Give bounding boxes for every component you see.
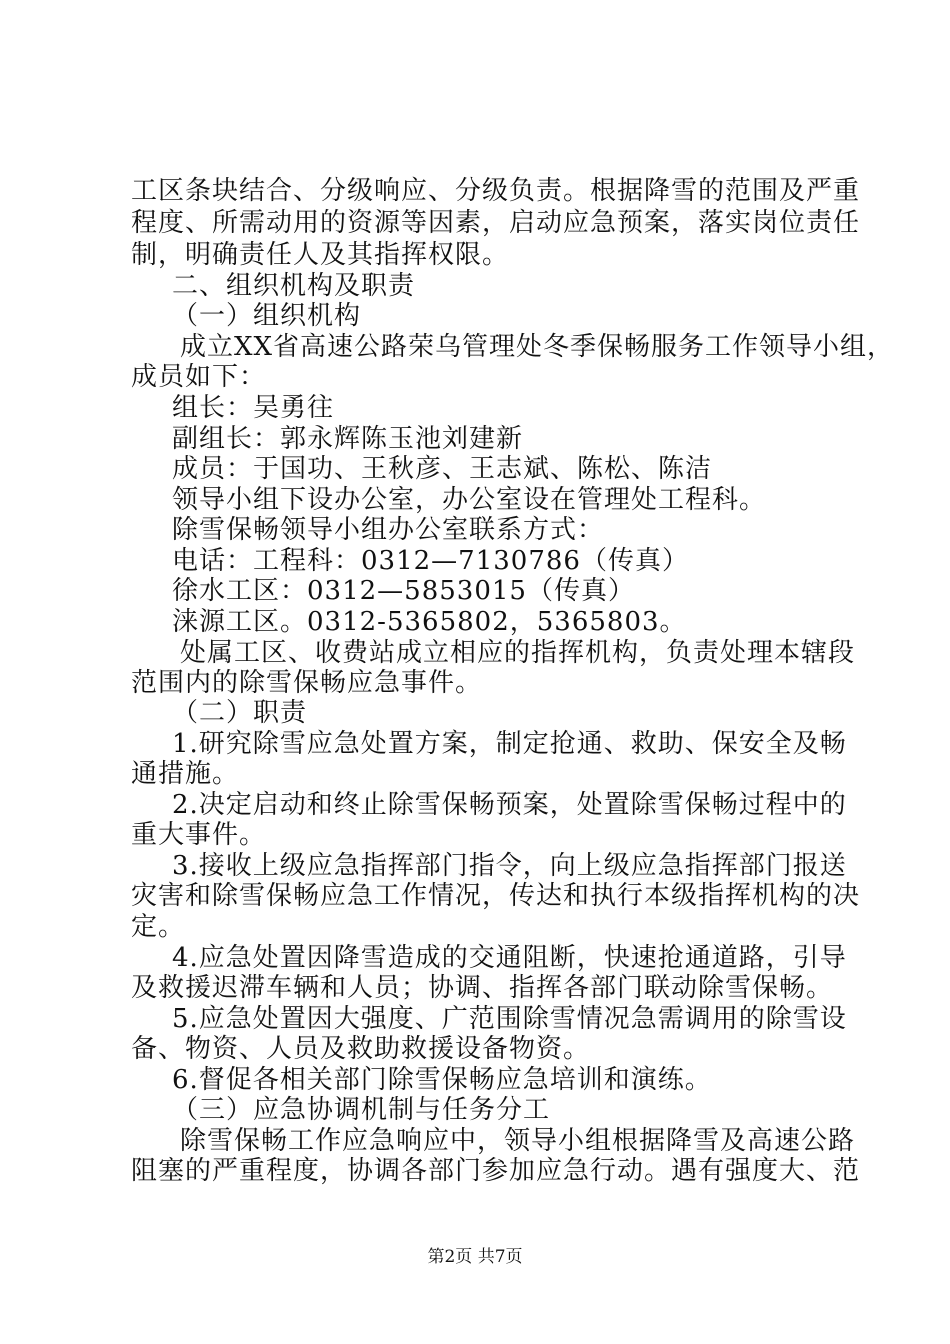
list-item-line: 定。 <box>131 912 186 942</box>
body-text-line: 工区条块结合、分级响应、分级负责。根据降雪的范围及严重 <box>131 176 861 206</box>
contact-phone-line: 电话：工程科：0312—7130786（传真） <box>172 546 689 576</box>
list-item-line: 6.督促各相关部门除雪保畅应急培训和演练。 <box>172 1065 712 1095</box>
body-text-line: 除雪保畅工作应急响应中，领导小组根据降雪及高速公路 <box>180 1126 856 1156</box>
list-item-line: 灾害和除雪保畅应急工作情况，传达和执行本级指挥机构的决 <box>131 881 861 911</box>
subsection-heading: （一）组织机构 <box>172 301 362 331</box>
list-item-line: 4.应急处置因降雪造成的交通阻断，快速抢通道路，引导 <box>172 943 847 973</box>
deputy-leader-line: 副组长：郭永辉陈玉池刘建新 <box>172 424 524 454</box>
list-item-line: 1.研究除雪应急处置方案，制定抢通、救助、保安全及畅 <box>172 729 847 759</box>
body-text-line: 领导小组下设办公室，办公室设在管理处工程科。 <box>172 485 767 515</box>
body-text-line: 成立XX省高速公路荣乌管理处冬季保畅服务工作领导小组， <box>180 332 895 362</box>
list-item-line: 重大事件。 <box>131 820 267 850</box>
contact-phone-line: 徐水工区：0312—5853015（传真） <box>172 576 635 606</box>
page-number-footer: 第2页 共7页 <box>427 1247 523 1267</box>
body-text-line: 程度、所需动用的资源等因素，启动应急预案，落实岗位责任 <box>131 208 861 238</box>
subsection-heading: （三）应急协调机制与任务分工 <box>172 1095 551 1125</box>
body-text-line: 范围内的除雪保畅应急事件。 <box>131 668 483 698</box>
body-text-line: 处属工区、收费站成立相应的指挥机构，负责处理本辖段 <box>180 638 856 668</box>
contact-phone-line: 涞源工区。0312-5365802，5365803。 <box>172 607 687 637</box>
list-item-line: 通措施。 <box>131 759 240 789</box>
body-text-line: 成员如下： <box>131 362 267 392</box>
list-item-line: 2.决定启动和终止除雪保畅预案，处置除雪保畅过程中的 <box>172 790 847 820</box>
list-item-line: 及救援迟滞车辆和人员；协调、指挥各部门联动除雪保畅。 <box>131 973 834 1003</box>
members-line: 成员：于国功、王秋彦、王志斌、陈松、陈洁 <box>172 454 713 484</box>
body-text-line: 除雪保畅领导小组办公室联系方式： <box>172 515 605 545</box>
group-leader-line: 组长：吴勇往 <box>172 393 335 423</box>
section-heading: 二、组织机构及职责 <box>172 271 416 301</box>
list-item-line: 备、物资、人员及救助救援设备物资。 <box>131 1034 591 1064</box>
list-item-line: 5.应急处置因大强度、广范围除雪情况急需调用的除雪设 <box>172 1004 847 1034</box>
body-text-line: 阻塞的严重程度，协调各部门参加应急行动。遇有强度大、范 <box>131 1156 861 1186</box>
list-item-line: 3.接收上级应急指挥部门指令，向上级应急指挥部门报送 <box>172 851 847 881</box>
subsection-heading: （二）职责 <box>172 698 308 728</box>
body-text-line: 制，明确责任人及其指挥权限。 <box>131 240 510 270</box>
